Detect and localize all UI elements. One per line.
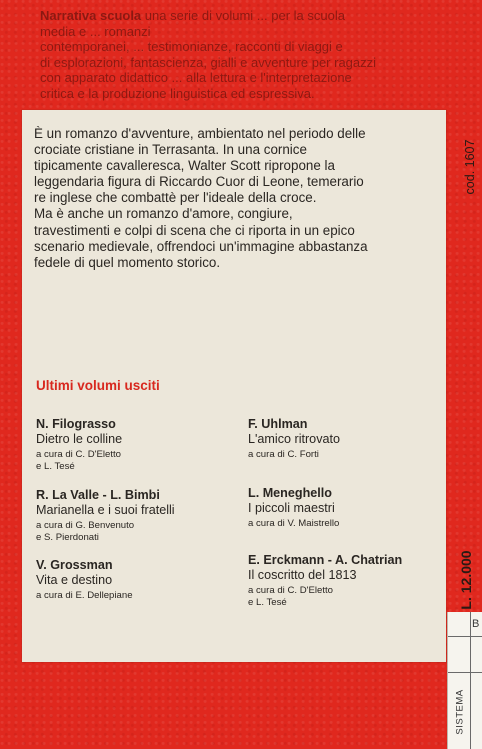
book-editor: a cura di V. Maistrello <box>248 518 340 529</box>
book-entry <box>36 558 133 602</box>
product-code-text: cod. 1607 <box>463 139 477 195</box>
sticker-system-label <box>448 682 472 742</box>
book-title: I piccoli maestri <box>248 501 335 515</box>
content-panel <box>22 110 446 662</box>
book-title: Marianella e i suoi fratelli <box>36 503 175 517</box>
price-text: L. 12.000 <box>458 550 474 610</box>
price-label <box>452 540 480 620</box>
product-code <box>460 122 480 212</box>
book-entry <box>36 417 122 473</box>
library-sticker <box>447 612 482 749</box>
book-author: E. Erckmann - A. Chatrian <box>248 553 403 567</box>
book-editor: a cura di C. D'Eletto e L. Tesé <box>36 449 122 472</box>
sticker-rule <box>448 636 482 637</box>
book-editor: a cura di G. Benvenuto e S. Pierdonati <box>36 520 135 543</box>
book-editor: a cura di C. D'Eletto e L. Tesé <box>248 585 334 608</box>
book-editor: a cura di C. Forti <box>248 449 319 460</box>
recent-volumes-heading: Ultimi volumi usciti <box>36 378 160 393</box>
book-author: R. La Valle - L. Bimbi <box>36 488 160 502</box>
book-editor: a cura di E. Dellepiane <box>36 590 133 601</box>
series-blurb <box>40 8 480 108</box>
book-author: F. Uhlman <box>248 417 308 431</box>
book-author: L. Meneghello <box>248 486 332 500</box>
book-entry <box>36 488 175 544</box>
book-title: Dietro le colline <box>36 432 123 446</box>
sticker-letter: B <box>472 618 480 630</box>
book-title: Vita e destino <box>36 573 113 587</box>
book-title: L'amico ritrovato <box>248 432 340 446</box>
book-entry <box>248 486 339 530</box>
book-entry <box>248 553 402 609</box>
series-blurb-text: una serie di volumi ... per la scuola media e ... romanzi contemporanei, ... testimonianze, racconti di viaggi e di esplorazioni, fantascienza, gialli e avventure per ragazzi con apparato didattico ... alla lettura e l'interpretazione critica e la produzione linguistica ed espressiva. <box>40 8 377 101</box>
sticker-rule <box>448 672 482 673</box>
sticker-system-text: SISTEMA <box>454 689 466 735</box>
book-description: È un romanzo d'avventure, ambientato nel periodo delle crociate cristiane in Terrasanta. In una cornice tipicamente cavalleresca, Walter Scott ripropone la leggendaria figura di Riccardo Cuor di Leone, temerario re inglese che combattè per l'ideale della croce. Ma è anche un romanzo d'amore, congiure, travestimenti e colpi di scena che ci riporta in un epico scenario medievale, offrendoci un'immagine abbastanza fedele di quel momento storico. <box>34 126 368 270</box>
book-author: V. Grossman <box>36 558 113 572</box>
book-title: Il coscritto del 1813 <box>248 568 357 582</box>
series-name: Narrativa scuola <box>40 8 142 23</box>
book-entry <box>248 417 340 461</box>
book-author: N. Filograsso <box>36 417 116 431</box>
